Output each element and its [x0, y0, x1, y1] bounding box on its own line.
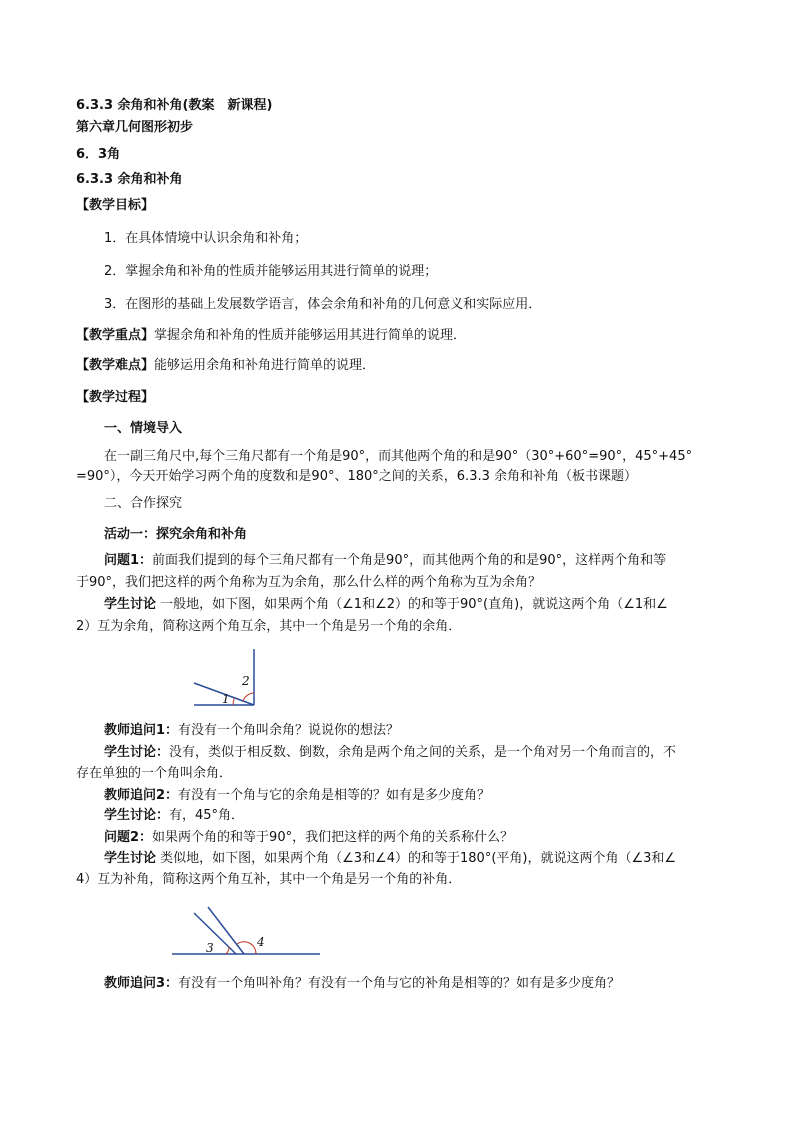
- discussion1-label: 学生讨论: [104, 597, 157, 612]
- part2-heading: 二、合作探究: [104, 496, 183, 511]
- angle4-label: 4: [257, 935, 265, 949]
- teacher-followup3-text: 有没有一个角叫补角？有没有一个角与它的补角是相等的？如有是多少度角？: [178, 976, 621, 991]
- question1-line2: 于90°，我们把这样的两个角称为互为余角，那么什么样的两个角称为互为余角？: [76, 575, 542, 590]
- discussion3-label: 学生讨论：: [104, 808, 170, 823]
- supplementary-angles-figure: [166, 897, 330, 965]
- part1-paragraph-line: =90°），今天开始学习两个角的度数和是90°、180°之间的关系，6.3.3 余角和补角（板书课题）: [76, 469, 637, 484]
- angle1-label: 1: [222, 692, 230, 706]
- teacher-followup2-label: 教师追问2：: [104, 788, 179, 803]
- discussion3: [104, 808, 244, 824]
- objective-item: 2．掌握余角和补角的性质并能够运用其进行简单的说理；: [104, 264, 438, 279]
- question2: [104, 830, 513, 846]
- discussion4-text: 类似地，如下图，如果两个角（∠3和∠4）的和等于180°(平角)，就说这两个角（∠3和∠: [160, 851, 677, 866]
- discussion2-label: 学生讨论：: [104, 745, 170, 760]
- left-ray: [194, 913, 236, 954]
- key-point: [76, 328, 466, 344]
- key-point-label: 【教学重点】: [76, 328, 155, 343]
- teacher-followup2-text: 有没有一个角与它的余角是相等的？如有是多少度角？: [178, 788, 491, 803]
- discussion4-label: 学生讨论: [104, 851, 157, 866]
- angle1-arc: [233, 698, 234, 705]
- key-point-text: 掌握余角和补角的性质并能够运用其进行简单的说理．: [154, 328, 467, 343]
- subsection-title: 6.3.3 余角和补角: [76, 172, 183, 187]
- section-title: 6．3角: [76, 147, 121, 162]
- discussion1-line2: 2）互为余角，简称这两个角互余，其中一个角是另一个角的余角．: [76, 619, 462, 634]
- question2-text: 如果两个角的和等于90°，我们把这样的两个角的关系称什么？: [152, 830, 514, 845]
- discussion1-text: 一般地，如下图，如果两个角（∠1和∠2）的和等于90°(直角)，就说这两个角（∠1和∠: [160, 597, 668, 612]
- difficulty: [76, 358, 375, 374]
- angle3-arc: [226, 947, 229, 954]
- discussion4: [104, 851, 676, 867]
- chapter-title: 第六章几何图形初步: [76, 120, 194, 135]
- part1-paragraph-line: 在一副三角尺中,每个三角尺都有一个角是90°，而其他两个角的和是90°（30°+60°=90°，45°+45°: [104, 449, 693, 464]
- question1-label: 问题1：: [104, 553, 153, 568]
- difficulty-label: 【教学难点】: [76, 358, 155, 373]
- discussion2: [104, 745, 676, 761]
- discussion3-text: 有，45°角．: [169, 808, 245, 823]
- teacher-followup1-label: 教师追问1：: [104, 723, 179, 738]
- objective-item: 3．在图形的基础上发展数学语言，体会余角和补角的几何意义和实际应用．: [104, 297, 542, 312]
- discussion2-line2: 存在单独的一个角叫余角．: [76, 766, 233, 781]
- objectives-heading: 【教学目标】: [76, 198, 155, 213]
- question2-label: 问题2：: [104, 830, 153, 845]
- part1-heading: 一、情境导入: [104, 421, 183, 436]
- question1-text: 前面我们提到的每个三角尺都有一个角是90°，而其他两个角的和是90°，这样两个角和等: [152, 553, 667, 568]
- difficulty-text: 能够运用余角和补角进行简单的说理．: [154, 358, 376, 373]
- teacher-followup1: [104, 723, 399, 739]
- discussion2-text: 没有，类似于相反数、倒数，余角是两个角之间的关系，是一个角对另一个角而言的，不: [169, 745, 677, 760]
- angle3-label: 3: [206, 941, 214, 955]
- complementary-angles-figure: [186, 643, 286, 711]
- teacher-followup3-label: 教师追问3：: [104, 976, 179, 991]
- angle2-arc: [243, 693, 254, 701]
- angle2-label: 2: [242, 674, 250, 688]
- question1: [104, 553, 666, 569]
- discussion4-line2: 4）互为补角，简称这两个角互补，其中一个角是另一个角的补角．: [76, 872, 462, 887]
- objective-item: 1．在具体情境中认识余角和补角；: [104, 231, 308, 246]
- teacher-followup1-text: 有没有一个角叫余角？说说你的想法？: [178, 723, 400, 738]
- process-heading: 【教学过程】: [76, 390, 155, 405]
- teacher-followup3: [104, 976, 620, 992]
- discussion1: [104, 597, 668, 613]
- doc-title: 6.3.3 余角和补角(教案 新课程): [76, 98, 273, 113]
- teacher-followup2: [104, 788, 490, 804]
- activity1-heading: 活动一：探究余角和补角: [104, 527, 248, 542]
